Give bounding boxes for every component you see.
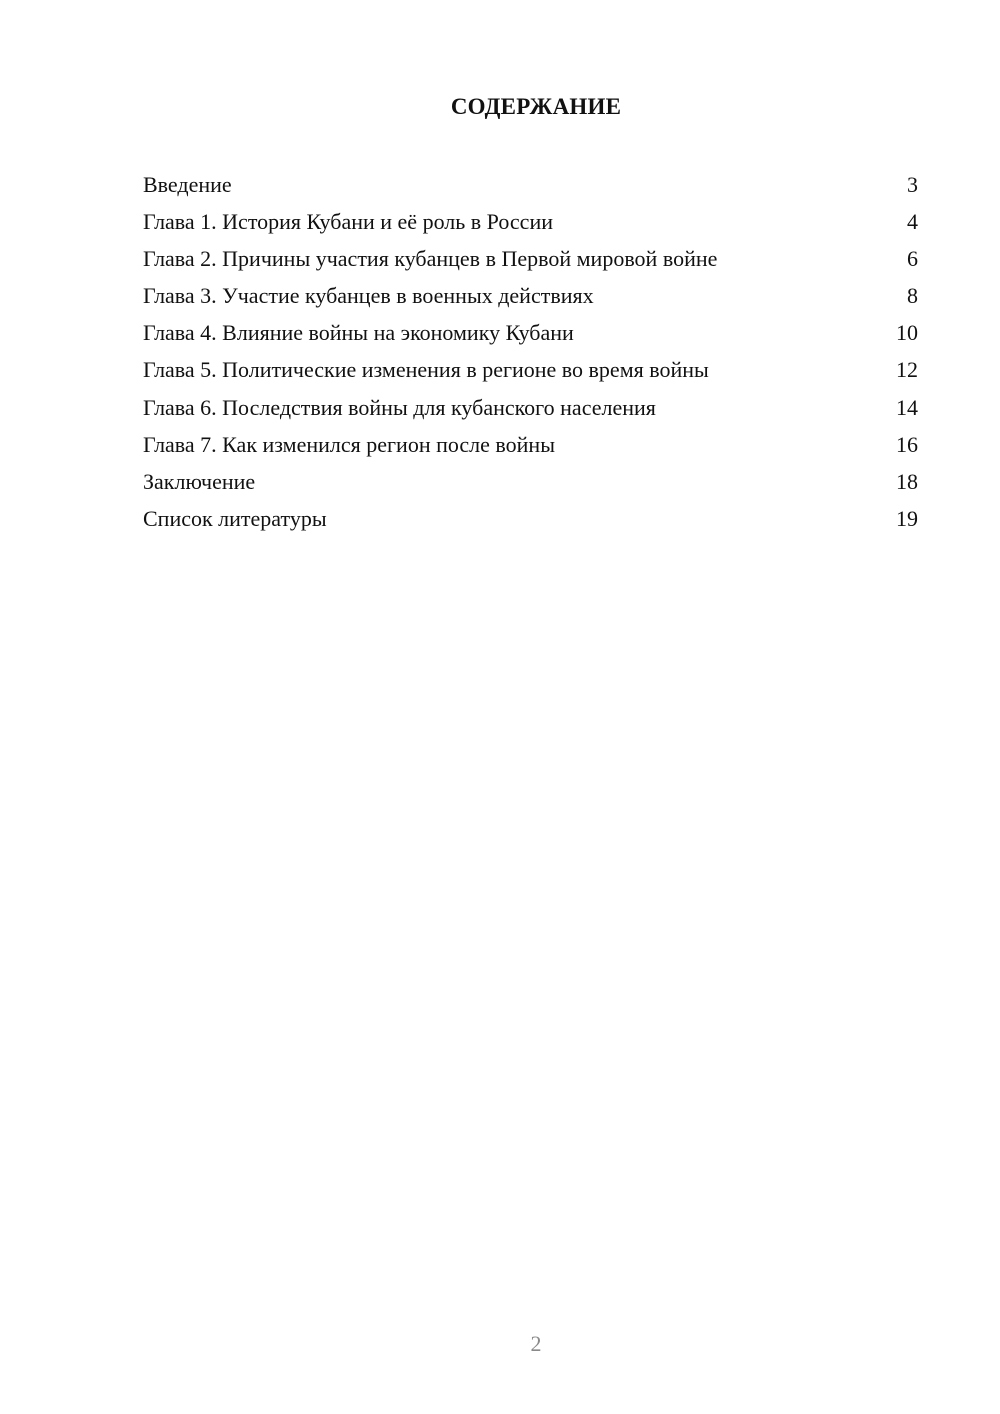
toc-entry (143, 502, 918, 539)
toc-entry-label: Глава 5. Политические изменения в регионе во время войны (143, 357, 709, 383)
toc-entry-label: Глава 6. Последствия войны для кубанского населения (143, 394, 656, 420)
toc-entry-label: Глава 7. Как изменился регион после войны (143, 431, 555, 457)
toc-entry (143, 279, 918, 316)
toc-entry (143, 465, 918, 502)
toc-entry-page: 14 (896, 394, 918, 420)
toc-entry-label: Глава 3. Участие кубанцев в военных действиях (143, 283, 594, 309)
toc-entry-page: 3 (907, 172, 918, 197)
toc-entry-page: 12 (896, 357, 918, 383)
toc-entry-page: 16 (896, 431, 918, 457)
toc-entry-page: 10 (896, 320, 918, 346)
toc-entry-page: 8 (907, 283, 918, 309)
toc-entry-page: 19 (896, 505, 918, 531)
toc-entry-label: Глава 4. Влияние войны на экономику Кубани (143, 320, 574, 346)
toc-entry-label: Глава 2. Причины участия кубанцев в Первой мировой войне (143, 246, 718, 272)
toc-entry (143, 391, 918, 428)
toc-entry-page: 4 (907, 209, 918, 235)
toc-entry (143, 168, 918, 205)
toc-entry-label: Заключение (143, 468, 256, 494)
toc-entry (143, 353, 918, 390)
toc-entry (143, 428, 918, 465)
toc-entry-label: Список литературы (143, 505, 327, 531)
toc-entry-label: Глава 1. История Кубани и её роль в России (143, 209, 553, 235)
table-of-contents (143, 168, 918, 539)
toc-entry (143, 205, 918, 242)
toc-entry-label: Введение (143, 172, 232, 197)
toc-entry (143, 242, 918, 279)
page-number: 2 (530, 1331, 542, 1356)
toc-entry-page: 18 (896, 468, 918, 494)
toc-heading: СОДЕРЖАНИЕ (450, 94, 622, 119)
toc-entry-page: 6 (907, 246, 918, 272)
toc-entry (143, 316, 918, 353)
